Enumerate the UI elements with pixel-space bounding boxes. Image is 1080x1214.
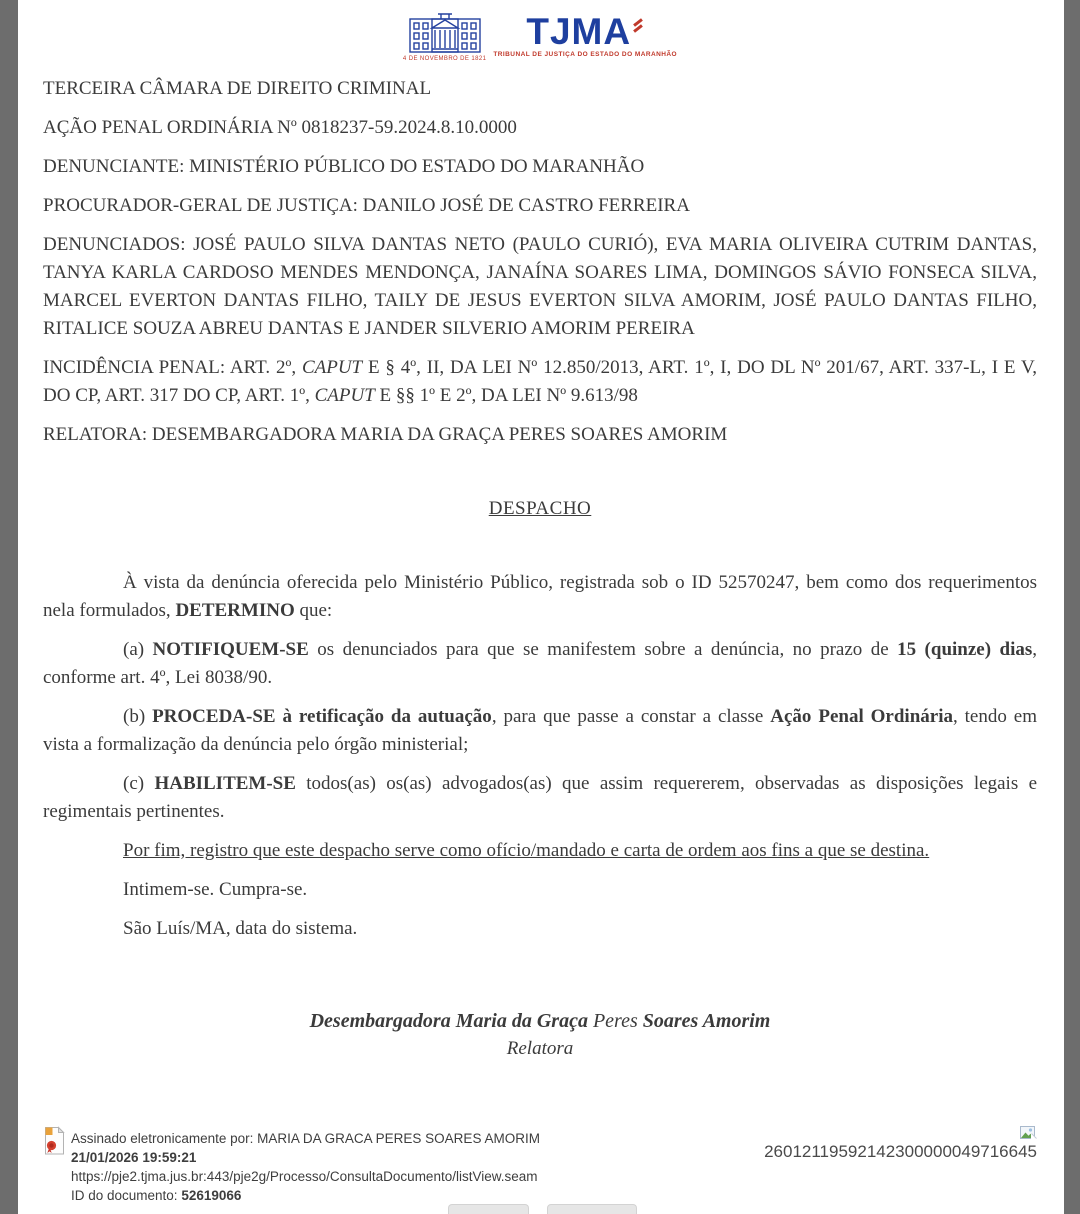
logo-subtitle: TRIBUNAL DE JUSTIÇA DO ESTADO DO MARANHÃO (493, 51, 678, 59)
validation-number: 26012119592142300000049716645 (764, 1142, 1037, 1161)
por-fim-paragraph: Por fim, registro que este despacho serve como ofício/mandado e carta de ordem aos fins a que se destina. (123, 840, 930, 861)
document-id-value: 52619066 (181, 1188, 242, 1203)
document-body (43, 75, 1037, 1063)
processo-line: AÇÃO PENAL ORDINÁRIA Nº 0818237-59.2024.8.10.0000 (43, 117, 517, 138)
item-b-paragraph: (b) PROCEDA-SE à retificação da autuação, para que passe a constar a classe Ação Penal Ordinária, tendo em vista a formalização da denúncia pelo órgão ministerial; (43, 706, 1037, 755)
logo-building-caption: 4 DE NOVEMBRO DE 1821 (402, 55, 487, 62)
courthouse-icon (408, 11, 482, 55)
item-c-paragraph: (c) HABILITEM-SE todos(as) os(as) advogados(as) que assim requererem, observadas as disposições legais e regimentais pertinentes. (43, 773, 1037, 822)
signature-stamp-right (764, 1126, 1037, 1161)
signed-by-name: MARIA DA GRACA PERES SOARES AMORIM (257, 1131, 540, 1146)
document-id-label: ID do documento: (71, 1188, 178, 1203)
despacho-heading: DESPACHO (488, 498, 592, 519)
document-page (18, 0, 1064, 1214)
signature-datetime: 21/01/2026 19:59:21 (71, 1150, 197, 1165)
logo-wordmark (493, 13, 677, 59)
denunciante-line: DENUNCIANTE: MINISTÉRIO PÚBLICO DO ESTADO DO MARANHÃO (43, 156, 645, 177)
signature-role: Relatora (506, 1038, 574, 1059)
local-data-line: São Luís/MA, data do sistema. (123, 918, 358, 939)
logo-acronym: TJMA (526, 11, 632, 53)
procurador-line: PROCURADOR-GERAL DE JUSTIÇA: DANILO JOSÉ DE CASTRO FERREIRA (43, 195, 690, 216)
tjma-logo (43, 8, 1037, 64)
courthouse-logo-block (403, 11, 486, 62)
item-a-paragraph: (a) NOTIFIQUEM-SE os denunciados para que se manifestem sobre a denúncia, no prazo de 15 (quinze) dias, conforme art. 4º, Lei 8038/90. (43, 639, 1037, 688)
incidencia-paragraph: INCIDÊNCIA PENAL: ART. 2º, CAPUT E § 4º, II, DA LEI Nº 12.850/2013, ART. 1º, I, DO DL Nº 201/67, ART. 337-L, I E V, DO CP, ART. 317 DO CP, ART. 1º, CAPUT E §§ 1º E 2º, DA LEI Nº 9.613/98 (43, 357, 1037, 406)
intimem-line: Intimem-se. Cumpra-se. (123, 879, 308, 900)
signed-document-icon (43, 1126, 66, 1156)
determino-paragraph: À vista da denúncia oferecida pelo Ministério Público, registrada sob o ID 52570247, bem como dos requerimentos nela formulados, DETERMINO que: (43, 572, 1037, 621)
signed-by-line (71, 1129, 540, 1148)
camara-line: TERCEIRA CÂMARA DE DIREITO CRIMINAL (43, 78, 432, 99)
document-url: https://pje2.tjma.jus.br:443/pje2g/Processo/ConsultaDocumento/listView.seam (71, 1169, 538, 1184)
broken-image-icon (1020, 1126, 1037, 1141)
signed-by-label: Assinado eletronicamente por: (71, 1131, 254, 1146)
signature-stamp (43, 1126, 1037, 1205)
logo-red-mark-icon (632, 17, 644, 35)
relatora-line: RELATORA: DESEMBARGADORA MARIA DA GRAÇA PERES SOARES AMORIM (43, 424, 728, 445)
document-id-line (71, 1186, 540, 1205)
denunciados-paragraph: DENUNCIADOS: JOSÉ PAULO SILVA DANTAS NETO (PAULO CURIÓ), EVA MARIA OLIVEIRA CUTRIM DANTAS, TANYA KARLA CARDOSO MENDES MENDONÇA, JANAÍNA SOARES LIMA, DOMINGOS SÁVIO FONSECA SILVA, MARCEL EVERTON DANTAS FILHO, TAILY DE JESUS EVERTON SILVA AMORIM, JOSÉ PAULO DANTAS FILHO, RITALICE SOUZA ABREU DANTAS E JANDER SILVERIO AMORIM PEREIRA (43, 234, 1037, 339)
signature-name: Desembargadora Maria da Graça Peres Soares Amorim (309, 1010, 771, 1032)
page-nav-button-stub[interactable] (547, 1204, 637, 1214)
page-nav-button-stub[interactable] (448, 1204, 529, 1214)
signature-stamp-left (43, 1126, 540, 1205)
